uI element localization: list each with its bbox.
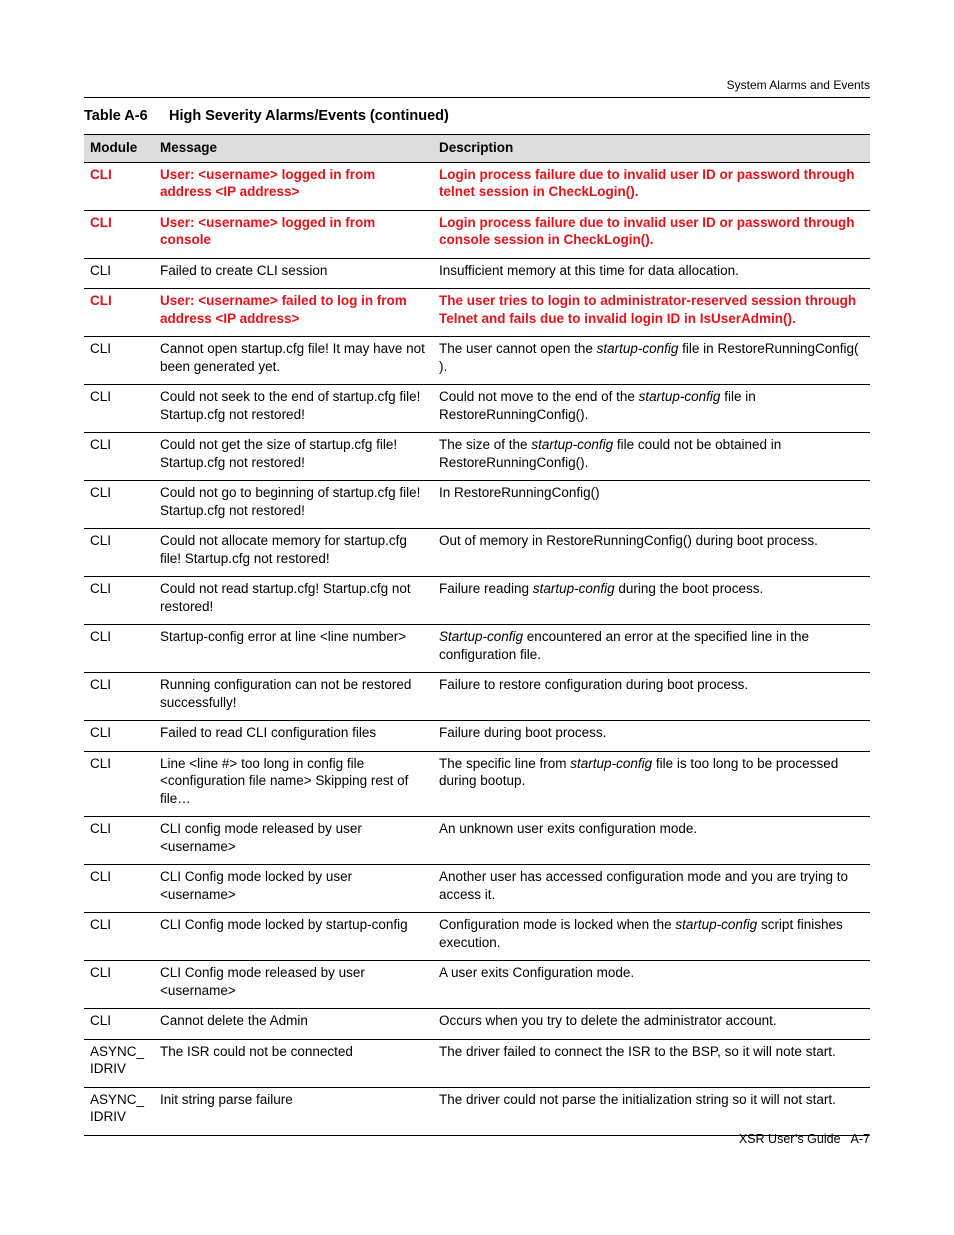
description-cell: An unknown user exits configuration mode.	[433, 817, 870, 865]
table-row	[84, 625, 870, 673]
description-cell: The specific line from startup-config file is too long to be processed during bootup.	[433, 751, 870, 817]
message-cell: Failed to read CLI configuration files	[154, 721, 433, 752]
message-cell: The ISR could not be connected	[154, 1039, 433, 1087]
table-row	[84, 529, 870, 577]
table-row	[84, 1087, 870, 1135]
module-cell: CLI	[84, 529, 154, 577]
module-cell: CLI	[84, 751, 154, 817]
table-row	[84, 865, 870, 913]
table-body	[84, 162, 870, 1135]
message-cell: CLI config mode released by user <username>	[154, 817, 433, 865]
table-row	[84, 289, 870, 337]
description-cell: Login process failure due to invalid user ID or password through telnet session in CheckLogin().	[433, 162, 870, 210]
description-cell: Could not move to the end of the startup-config file in RestoreRunningConfig().	[433, 385, 870, 433]
description-cell: Out of memory in RestoreRunningConfig() during boot process.	[433, 529, 870, 577]
module-cell: CLI	[84, 865, 154, 913]
table-caption	[84, 108, 449, 124]
table-row	[84, 817, 870, 865]
page-number: A-7	[850, 1132, 870, 1146]
description-cell: Insufficient memory at this time for data allocation.	[433, 258, 870, 289]
module-cell: CLI	[84, 673, 154, 721]
message-cell: Could not allocate memory for startup.cfg file! Startup.cfg not restored!	[154, 529, 433, 577]
table-row	[84, 258, 870, 289]
message-cell: Failed to create CLI session	[154, 258, 433, 289]
table-header-row	[84, 135, 870, 163]
module-cell: CLI	[84, 162, 154, 210]
table-row	[84, 673, 870, 721]
message-cell: User: <username> failed to log in from address <IP address>	[154, 289, 433, 337]
module-cell: CLI	[84, 961, 154, 1009]
table-title: High Severity Alarms/Events (continued)	[169, 108, 449, 124]
description-cell: The user tries to login to administrator-reserved session through Telnet and fails due to invalid login ID in IsUserAdmin().	[433, 289, 870, 337]
column-header-description: Description	[433, 135, 870, 163]
module-cell: CLI	[84, 385, 154, 433]
table-row	[84, 337, 870, 385]
table-row	[84, 433, 870, 481]
message-cell: User: <username> logged in from console	[154, 210, 433, 258]
message-cell: Startup-config error at line <line number>	[154, 625, 433, 673]
module-cell: CLI	[84, 337, 154, 385]
column-header-module: Module	[84, 135, 154, 163]
alarms-table	[84, 134, 870, 1136]
module-cell: CLI	[84, 721, 154, 752]
module-cell: CLI	[84, 817, 154, 865]
message-cell: Could not read startup.cfg! Startup.cfg not restored!	[154, 577, 433, 625]
description-cell: Occurs when you try to delete the administrator account.	[433, 1009, 870, 1040]
module-cell: CLI	[84, 913, 154, 961]
message-cell: CLI Config mode locked by startup-config	[154, 913, 433, 961]
message-cell: Init string parse failure	[154, 1087, 433, 1135]
message-cell: Could not go to beginning of startup.cfg file! Startup.cfg not restored!	[154, 481, 433, 529]
description-cell: The user cannot open the startup-config file in RestoreRunningConfig( ).	[433, 337, 870, 385]
module-cell: CLI	[84, 625, 154, 673]
table-row	[84, 751, 870, 817]
description-cell: The driver failed to connect the ISR to the BSP, so it will note start.	[433, 1039, 870, 1087]
table-row	[84, 721, 870, 752]
description-cell: Failure to restore configuration during boot process.	[433, 673, 870, 721]
column-header-message: Message	[154, 135, 433, 163]
description-cell: A user exits Configuration mode.	[433, 961, 870, 1009]
description-cell: Failure during boot process.	[433, 721, 870, 752]
description-cell: The driver could not parse the initialization string so it will not start.	[433, 1087, 870, 1135]
message-cell: Cannot delete the Admin	[154, 1009, 433, 1040]
module-cell: ASYNC_ IDRIV	[84, 1039, 154, 1087]
description-cell: In RestoreRunningConfig()	[433, 481, 870, 529]
message-cell: Line <line #> too long in config file <configuration file name> Skipping rest of file…	[154, 751, 433, 817]
message-cell: Cannot open startup.cfg file! It may have not been generated yet.	[154, 337, 433, 385]
description-cell: Startup-config encountered an error at the specified line in the configuration file.	[433, 625, 870, 673]
message-cell: CLI Config mode locked by user <username>	[154, 865, 433, 913]
description-cell: The size of the startup-config file could not be obtained in RestoreRunningConfig().	[433, 433, 870, 481]
description-cell: Failure reading startup-config during the boot process.	[433, 577, 870, 625]
message-cell: CLI Config mode released by user <username>	[154, 961, 433, 1009]
description-cell: Another user has accessed configuration mode and you are trying to access it.	[433, 865, 870, 913]
module-cell: CLI	[84, 433, 154, 481]
message-cell: Could not get the size of startup.cfg file! Startup.cfg not restored!	[154, 433, 433, 481]
guide-title: XSR User’s Guide	[738, 1132, 841, 1146]
running-header: System Alarms and Events	[726, 78, 870, 92]
module-cell: CLI	[84, 210, 154, 258]
table-row	[84, 162, 870, 210]
header-rule	[84, 97, 870, 98]
table-row	[84, 210, 870, 258]
message-cell: Running configuration can not be restored successfully!	[154, 673, 433, 721]
module-cell: CLI	[84, 289, 154, 337]
table-row	[84, 961, 870, 1009]
module-cell: CLI	[84, 481, 154, 529]
table-row	[84, 1039, 870, 1087]
table-row	[84, 385, 870, 433]
running-footer	[739, 1132, 870, 1146]
module-cell: CLI	[84, 1009, 154, 1040]
module-cell: CLI	[84, 258, 154, 289]
message-cell: User: <username> logged in from address <IP address>	[154, 162, 433, 210]
table-row	[84, 1009, 870, 1040]
module-cell: CLI	[84, 577, 154, 625]
message-cell: Could not seek to the end of startup.cfg file! Startup.cfg not restored!	[154, 385, 433, 433]
description-cell: Login process failure due to invalid user ID or password through console session in CheckLogin().	[433, 210, 870, 258]
module-cell: ASYNC_ IDRIV	[84, 1087, 154, 1135]
table-row	[84, 481, 870, 529]
table-number: Table A-6	[84, 108, 148, 124]
description-cell: Configuration mode is locked when the startup-config script finishes execution.	[433, 913, 870, 961]
table-row	[84, 577, 870, 625]
table-row	[84, 913, 870, 961]
